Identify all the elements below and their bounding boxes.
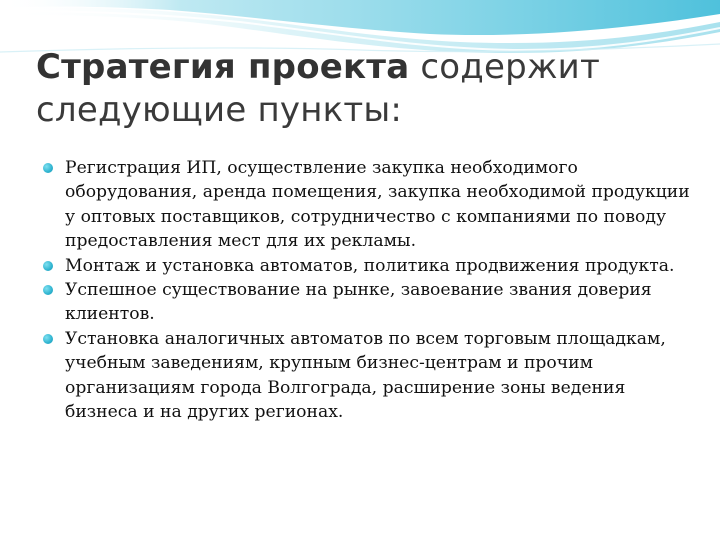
title-rest-line2: следующие пункты: bbox=[36, 89, 403, 130]
list-item bbox=[40, 254, 690, 278]
bullet-dot-icon bbox=[43, 334, 53, 344]
title-rest-line1: содержит bbox=[409, 47, 600, 87]
list-item-text: Успешное существование на рынке, завоевание звания доверия клиентов. bbox=[65, 280, 652, 325]
list-item-text: Установка аналогичных автоматов по всем торговым площадкам, учебным заведениям, крупным бизнес-центрам и прочим организациям города Волгограда, расширение зоны ведения бизнеса и на других регионах. bbox=[65, 328, 666, 423]
list-item-text: Монтаж и установка автоматов, политика продвижения продукта. bbox=[65, 255, 675, 276]
bullet-dot-icon bbox=[43, 261, 53, 271]
bullet-dot-icon bbox=[43, 163, 53, 173]
wave-band-main bbox=[0, 0, 720, 35]
list-item bbox=[40, 327, 690, 425]
list-item bbox=[40, 156, 690, 254]
bullet-list bbox=[40, 156, 690, 424]
slide-title bbox=[36, 46, 696, 132]
bullet-dot-icon bbox=[43, 285, 53, 295]
list-item-text: Регистрация ИП, осуществление закупка необходимого оборудования, аренда помещения, закупка необходимой продукции у оптовых поставщиков, сотрудничество с компаниями по поводу предоставления мест для их рекламы. bbox=[65, 158, 690, 252]
list-item bbox=[40, 278, 690, 327]
title-bold: Стратегия проекта bbox=[36, 47, 410, 87]
